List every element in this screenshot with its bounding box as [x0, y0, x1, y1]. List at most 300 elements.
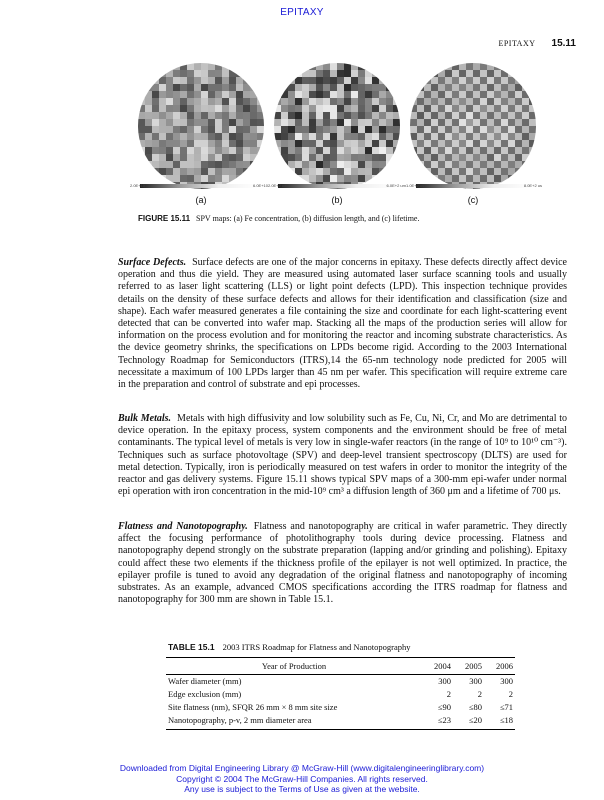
map-pixel — [215, 119, 222, 126]
map-pixel — [410, 175, 417, 182]
map-pixel — [288, 112, 295, 119]
map-pixel — [208, 154, 215, 161]
map-pixel — [393, 98, 400, 105]
map-pixel — [194, 98, 201, 105]
map-pixel — [365, 161, 372, 168]
map-pixel — [194, 84, 201, 91]
map-pixel — [445, 154, 452, 161]
map-pixel — [417, 147, 424, 154]
map-pixel — [257, 126, 264, 133]
map-pixel — [487, 126, 494, 133]
map-pixel — [379, 126, 386, 133]
map-pixel — [417, 133, 424, 140]
map-pixel — [159, 140, 166, 147]
map-pixel — [180, 175, 187, 182]
map-pixel — [337, 70, 344, 77]
map-pixel — [410, 98, 417, 105]
map-pixel — [229, 154, 236, 161]
map-pixel — [229, 168, 236, 175]
map-pixel — [452, 140, 459, 147]
map-pixel — [372, 133, 379, 140]
map-pixel — [166, 154, 173, 161]
scale-b-min: 2.0E+2 um — [268, 183, 288, 188]
map-pixel — [410, 112, 417, 119]
map-pixel — [515, 126, 522, 133]
map-pixel — [379, 140, 386, 147]
paragraph-surface-defects — [118, 257, 567, 391]
map-pixel — [379, 91, 386, 98]
map-pixel — [152, 154, 159, 161]
map-pixel — [487, 70, 494, 77]
map-pixel — [194, 112, 201, 119]
map-pixel — [452, 63, 459, 70]
map-pixel — [445, 133, 452, 140]
map-pixel — [180, 161, 187, 168]
header-2004: 2004 — [422, 658, 453, 675]
map-pixel — [243, 84, 250, 91]
map-pixel — [466, 77, 473, 84]
cell-value: 2 — [446, 689, 451, 699]
map-pixel — [393, 112, 400, 119]
map-pixel — [215, 112, 222, 119]
map-pixel — [459, 140, 466, 147]
map-pixel — [424, 70, 431, 77]
map-pixel — [431, 133, 438, 140]
map-pixel — [274, 70, 281, 77]
map-pixel — [501, 70, 508, 77]
map-pixel — [438, 70, 445, 77]
map-pixel — [215, 175, 222, 182]
map-pixel — [145, 70, 152, 77]
map-pixel — [138, 140, 145, 147]
map-pixel — [372, 147, 379, 154]
map-pixel — [452, 84, 459, 91]
map-pixel — [323, 161, 330, 168]
map-pixel — [281, 175, 288, 182]
map-pixel — [501, 175, 508, 182]
map-pixel — [330, 133, 337, 140]
map-pixel — [187, 175, 194, 182]
map-pixel — [152, 112, 159, 119]
map-pixel — [173, 70, 180, 77]
map-pixel — [250, 84, 257, 91]
paragraph-flatness — [118, 521, 567, 606]
map-pixel — [417, 63, 424, 70]
map-pixel — [229, 112, 236, 119]
map-pixel — [152, 161, 159, 168]
map-pixel — [257, 63, 264, 70]
map-pixel — [180, 154, 187, 161]
map-pixel — [208, 63, 215, 70]
map-pixel — [508, 154, 515, 161]
map-pixel — [166, 168, 173, 175]
map-pixel — [187, 63, 194, 70]
map-pixel — [173, 140, 180, 147]
map-pixel — [466, 112, 473, 119]
map-pixel — [522, 63, 529, 70]
map-pixel — [215, 168, 222, 175]
map-pixel — [166, 126, 173, 133]
map-pixel — [180, 133, 187, 140]
map-pixel — [431, 84, 438, 91]
map-pixel — [229, 119, 236, 126]
map-pixel — [386, 63, 393, 70]
map-pixel — [438, 133, 445, 140]
map-pixel — [452, 77, 459, 84]
map-pixel — [222, 154, 229, 161]
map-pixel — [501, 84, 508, 91]
map-pixel — [201, 70, 208, 77]
map-pixel — [159, 91, 166, 98]
map-pixel — [438, 147, 445, 154]
map-pixel — [480, 154, 487, 161]
map-pixel — [257, 91, 264, 98]
map-pixel — [215, 161, 222, 168]
map-pixel — [494, 70, 501, 77]
text-flatness: Flatness and nanotopography are critical in wafer parametric. They directly affect the focusing performance of photolithography tools during device processing. Flatness and nanotopography depend strongly on the substrate preparation (lapping and/or grinding and polishing). Epitaxy could affect these two elements if the thickness profile of the epilayer is not well optimized. In practice, the epilayer profile is tuned to avoid any degradation of the original flatness and nanotopography of incoming substrates. As an example, advanced CMOS specifications according the ITRS roadmap for flatness and nanotopography for 300 mm are shown in Table 15.1. — [118, 521, 567, 606]
map-pixel — [424, 147, 431, 154]
map-pixel — [166, 84, 173, 91]
map-pixel — [522, 133, 529, 140]
map-pixel — [393, 70, 400, 77]
map-pixel — [480, 126, 487, 133]
map-pixel — [410, 147, 417, 154]
map-pixel — [358, 147, 365, 154]
map-pixel — [166, 133, 173, 140]
map-pixel — [208, 112, 215, 119]
table-row — [166, 675, 515, 689]
map-pixel — [438, 105, 445, 112]
map-pixel — [194, 105, 201, 112]
map-pixel — [358, 168, 365, 175]
map-pixel — [417, 84, 424, 91]
map-pixel — [344, 140, 351, 147]
map-pixel — [288, 168, 295, 175]
map-pixel — [295, 77, 302, 84]
map-pixel — [222, 140, 229, 147]
map-pixel — [424, 105, 431, 112]
scale-c-max: 8.0E+2 us — [523, 183, 542, 188]
map-pixel — [288, 70, 295, 77]
map-pixel — [159, 105, 166, 112]
map-pixel — [229, 91, 236, 98]
map-pixel — [379, 77, 386, 84]
map-pixel — [379, 98, 386, 105]
map-pixel — [351, 84, 358, 91]
map-pixel — [487, 77, 494, 84]
map-pixel — [295, 175, 302, 182]
map-pixel — [337, 161, 344, 168]
map-pixel — [431, 154, 438, 161]
map-pixel — [152, 168, 159, 175]
map-pixel — [487, 105, 494, 112]
map-pixel — [508, 63, 515, 70]
map-pixel — [522, 98, 529, 105]
map-pixel — [243, 147, 250, 154]
map-pixel — [494, 175, 501, 182]
map-pixel — [194, 161, 201, 168]
map-pixel — [236, 119, 243, 126]
map-pixel — [459, 161, 466, 168]
map-pixel — [274, 133, 281, 140]
header-2006: 2006 — [484, 658, 515, 675]
map-pixel — [173, 161, 180, 168]
figure-label: FIGURE 15.11 — [138, 214, 191, 223]
map-pixel — [466, 119, 473, 126]
map-pixel — [473, 175, 480, 182]
map-pixel — [316, 126, 323, 133]
map-pixel — [431, 147, 438, 154]
map-pixel — [194, 70, 201, 77]
map-pixel — [438, 175, 445, 182]
map-pixel — [330, 98, 337, 105]
map-pixel — [438, 91, 445, 98]
map-pixel — [515, 168, 522, 175]
map-pixel — [337, 84, 344, 91]
map-pixel — [152, 119, 159, 126]
map-pixel — [180, 77, 187, 84]
map-pixel — [379, 147, 386, 154]
map-pixel — [351, 154, 358, 161]
map-pixel — [152, 98, 159, 105]
map-pixel — [166, 119, 173, 126]
map-pixel — [529, 147, 536, 154]
map-pixel — [379, 154, 386, 161]
map-pixel — [445, 63, 452, 70]
map-pixel — [372, 126, 379, 133]
map-pixel — [323, 84, 330, 91]
map-pixel — [494, 119, 501, 126]
map-pixel — [351, 161, 358, 168]
map-pixel — [386, 133, 393, 140]
map-pixel — [487, 154, 494, 161]
map-pixel — [309, 126, 316, 133]
cell-value: ≤23 — [422, 714, 453, 730]
map-pixel — [417, 105, 424, 112]
map-pixel — [243, 154, 250, 161]
lifetime-map — [410, 63, 536, 189]
map-pixel — [208, 133, 215, 140]
map-pixel — [330, 175, 337, 182]
page-number: 15.11 — [551, 38, 576, 49]
map-pixel — [194, 77, 201, 84]
map-pixel — [351, 70, 358, 77]
scale-bar-b — [268, 183, 406, 189]
map-pixel — [138, 91, 145, 98]
map-pixel — [250, 98, 257, 105]
map-pixel — [145, 91, 152, 98]
map-pixel — [229, 98, 236, 105]
map-pixel — [494, 77, 501, 84]
scale-bar-c — [406, 183, 542, 189]
map-pixel — [424, 98, 431, 105]
map-pixel — [222, 119, 229, 126]
map-pixel — [431, 112, 438, 119]
map-pixel — [459, 91, 466, 98]
map-pixel — [187, 77, 194, 84]
map-pixel — [344, 168, 351, 175]
map-pixel — [309, 119, 316, 126]
download-footer — [0, 763, 604, 795]
map-pixel — [431, 98, 438, 105]
map-pixel — [309, 63, 316, 70]
map-pixel — [410, 161, 417, 168]
map-pixel — [323, 126, 330, 133]
map-pixel — [288, 147, 295, 154]
map-pixel — [473, 77, 480, 84]
map-pixel — [344, 133, 351, 140]
map-pixel — [351, 168, 358, 175]
map-pixel — [236, 112, 243, 119]
map-pixel — [208, 77, 215, 84]
map-pixel — [257, 70, 264, 77]
map-pixel — [173, 133, 180, 140]
map-pixel — [515, 98, 522, 105]
map-pixel — [487, 112, 494, 119]
map-pixel — [386, 112, 393, 119]
map-pixel — [337, 147, 344, 154]
map-pixel — [222, 175, 229, 182]
map-pixel — [295, 112, 302, 119]
map-pixel — [459, 168, 466, 175]
map-pixel — [529, 70, 536, 77]
map-pixel — [494, 63, 501, 70]
map-pixel — [372, 175, 379, 182]
map-pixel — [358, 161, 365, 168]
map-pixel — [295, 84, 302, 91]
map-pixel — [351, 98, 358, 105]
map-pixel — [145, 126, 152, 133]
map-pixel — [386, 119, 393, 126]
cell-value: ≤71 — [499, 702, 513, 712]
map-pixel — [281, 168, 288, 175]
map-pixel — [274, 119, 281, 126]
map-pixel — [166, 112, 173, 119]
map-pixel — [152, 77, 159, 84]
map-pixel — [159, 133, 166, 140]
map-pixel — [337, 154, 344, 161]
map-pixel — [323, 168, 330, 175]
map-pixel — [309, 84, 316, 91]
map-pixel — [229, 63, 236, 70]
map-pixel — [365, 133, 372, 140]
map-pixel — [288, 119, 295, 126]
map-pixel — [358, 98, 365, 105]
map-pixel — [323, 105, 330, 112]
map-pixel — [473, 70, 480, 77]
map-pixel — [466, 91, 473, 98]
map-pixel — [344, 175, 351, 182]
map-pixel — [466, 140, 473, 147]
map-pixel — [365, 112, 372, 119]
map-pixel — [372, 161, 379, 168]
map-pixel — [351, 147, 358, 154]
map-pixel — [529, 91, 536, 98]
map-pixel — [358, 70, 365, 77]
map-pixel — [236, 147, 243, 154]
map-pixel — [344, 161, 351, 168]
map-pixel — [138, 112, 145, 119]
map-pixel — [180, 140, 187, 147]
map-pixel — [438, 161, 445, 168]
map-pixel — [187, 161, 194, 168]
map-pixel — [372, 84, 379, 91]
map-pixel — [417, 175, 424, 182]
footer-line-copyright: Copyright © 2004 The McGraw-Hill Companies. All rights reserved. — [176, 773, 428, 784]
map-pixel — [529, 154, 536, 161]
map-pixel — [508, 133, 515, 140]
map-pixel — [243, 63, 250, 70]
map-pixel — [323, 70, 330, 77]
map-pixel — [295, 63, 302, 70]
map-pixel — [386, 154, 393, 161]
map-pixel — [487, 140, 494, 147]
map-pixel — [295, 105, 302, 112]
map-pixel — [438, 112, 445, 119]
map-pixel — [288, 133, 295, 140]
map-pixel — [393, 77, 400, 84]
map-pixel — [330, 84, 337, 91]
map-pixel — [372, 77, 379, 84]
map-pixel — [487, 119, 494, 126]
map-pixel — [229, 77, 236, 84]
map-pixel — [438, 63, 445, 70]
map-pixel — [431, 140, 438, 147]
scale-bar-a — [130, 183, 268, 189]
map-pixel — [288, 105, 295, 112]
map-pixel — [281, 105, 288, 112]
map-pixel — [281, 140, 288, 147]
map-pixel — [459, 98, 466, 105]
map-pixel — [208, 147, 215, 154]
map-pixel — [379, 168, 386, 175]
map-pixel — [501, 91, 508, 98]
map-pixel — [522, 91, 529, 98]
map-pixel — [236, 98, 243, 105]
map-pixel — [309, 77, 316, 84]
map-pixel — [159, 70, 166, 77]
map-pixel — [152, 70, 159, 77]
top-banner: EPITAXY — [280, 7, 324, 18]
map-pixel — [386, 91, 393, 98]
map-pixel — [208, 168, 215, 175]
map-pixel — [257, 98, 264, 105]
map-pixel — [215, 154, 222, 161]
map-pixel — [410, 119, 417, 126]
map-pixel — [274, 98, 281, 105]
map-pixel — [194, 154, 201, 161]
map-pixel — [222, 161, 229, 168]
map-pixel — [452, 147, 459, 154]
map-pixel — [410, 105, 417, 112]
map-pixel — [187, 154, 194, 161]
map-pixel — [417, 119, 424, 126]
map-pixel — [393, 105, 400, 112]
map-pixel — [358, 77, 365, 84]
map-pixel — [138, 98, 145, 105]
map-pixel — [393, 126, 400, 133]
map-pixel — [173, 98, 180, 105]
row-label: Edge exclusion (mm) — [168, 689, 242, 699]
map-pixel — [372, 70, 379, 77]
map-pixel — [330, 147, 337, 154]
map-pixel — [501, 133, 508, 140]
map-pixel — [386, 105, 393, 112]
map-pixel — [438, 140, 445, 147]
map-pixel — [494, 98, 501, 105]
map-pixel — [515, 154, 522, 161]
map-pixel — [302, 119, 309, 126]
